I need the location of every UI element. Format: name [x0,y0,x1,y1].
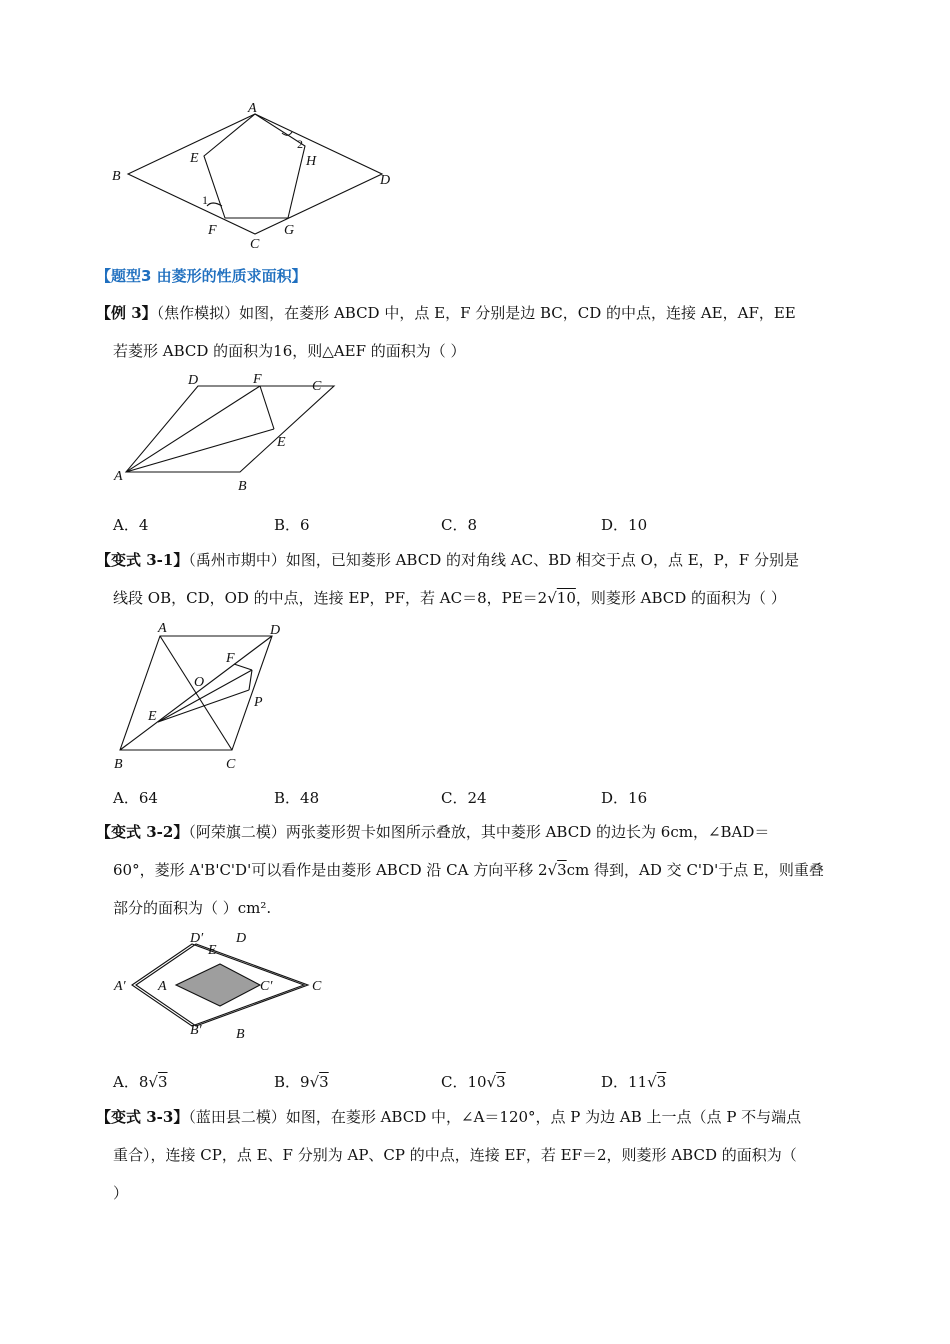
sqrt-symbol: √ [486,1073,497,1091]
label-F: F [226,651,235,666]
sqrt-symbol: √ [647,1073,657,1091]
label-A: A [248,101,257,116]
label-A-prime: A′ [114,979,126,994]
variant31-text2a: 线段 OB，CD，OD 的中点，连接 EP，PF，若 AC＝8，PE＝2 [113,589,548,607]
label-E: E [277,435,286,450]
label-B: B [238,479,247,494]
example3-figure [108,372,348,497]
example3-text1: （焦作模拟）如图，在菱形 ABCD 中，点 E，F 分别是边 BC，CD 的中点，连接 AE，AF，EE [156,304,796,322]
label-C-prime: C′ [260,979,273,994]
label-O: O [194,675,205,690]
example3-line2: 若菱形 ABCD 的面积为16，则△AEF 的面积为（ ） [113,342,466,360]
sqrt-symbol: √ [309,1073,320,1091]
example3-line1 [96,303,796,323]
variant32-line3: 部分的面积为（ ）cm². [113,899,272,917]
label-B: B [236,1027,245,1042]
variant31-option-b[interactable]: B．48 [274,789,320,807]
label-C: C [226,757,236,772]
variant33-line3: ） [113,1184,129,1202]
label-H: H [306,154,317,169]
variant32-text2a: 60°，菱形 A'B'C'D'可以看作是由菱形 ABCD 沿 CA 方向平移 2 [113,861,548,879]
example3-tag: 【例 3】 [96,304,157,322]
sqrt-symbol: √ [148,1073,158,1091]
label-G: G [284,223,295,238]
variant32-tag: 【变式 3-2】 [96,823,189,841]
label-B: B [112,169,121,184]
label-B: B [114,757,123,772]
variant31-tag: 【变式 3-1】 [96,551,189,569]
example3-option-d[interactable]: D．10 [601,516,648,534]
example3-option-a[interactable]: A．4 [113,516,149,534]
variant32-line2 [113,860,824,880]
label-C: C [312,379,322,394]
variant33-tag: 【变式 3-3】 [96,1108,189,1126]
variant33-line1 [96,1107,801,1127]
label-P: P [254,695,263,710]
label-C: C [312,979,322,994]
variant32-text1: （阿荣旗二模）两张菱形贺卡如图所示叠放，其中菱形 ABCD 的边长为 6cm，∠BAD＝ [188,823,770,841]
label-E: E [208,943,217,958]
variant33-text1: （蓝田县二模）如图，在菱形 ABCD 中，∠A＝120°，点 P 为边 AB 上一点（点 P 不与端点 [188,1108,802,1126]
variant33-line2: 重合），连接 CP，点 E、F 分别为 AP、CP 的中点，连接 EF，若 EF＝2，则菱形 ABCD 的面积为（ [113,1146,797,1164]
variant31-line2 [113,588,786,608]
label-D-prime: D′ [190,931,204,946]
label-B-prime: B′ [190,1023,202,1038]
label-D: D [188,373,199,388]
label-E: E [190,151,199,166]
variant31-option-a[interactable]: A．64 [113,789,158,807]
label-F: F [208,223,217,238]
example3-option-c[interactable]: C．8 [441,516,478,534]
label-1: 1 [202,193,208,207]
label-E: E [148,709,157,724]
variant32-option-d[interactable]: D．11√3 [601,1073,667,1091]
variant32-text2b: cm 得到，AD 交 C'D'于点 E，则重叠 [566,861,824,879]
variant31-text1: （禹州市期中）如图，已知菱形 ABCD 的对角线 AC、BD 相交于点 O，点 E，P，F 分别是 [188,551,799,569]
variant31-option-c[interactable]: C．24 [441,789,487,807]
variant32-radicand: 3 [557,861,567,879]
example3-option-b[interactable]: B．6 [274,516,310,534]
variant31-figure [108,616,298,776]
variant32-option-c[interactable]: C．10√3 [441,1073,506,1091]
variant31-option-d[interactable]: D．16 [601,789,648,807]
label-D: D [270,623,281,638]
variant31-radicand: 10 [556,589,576,607]
sqrt-symbol: √ [547,861,558,879]
variant32-option-b[interactable]: B．9√3 [274,1073,329,1091]
variant32-option-a[interactable]: A．8√3 [113,1073,168,1091]
variant32-line1 [96,822,769,842]
label-F: F [253,372,262,387]
sqrt-symbol: √ [547,589,557,607]
label-D: D [380,173,391,188]
pentagon-rhombus-figure [100,96,410,256]
label-2: 2 [297,137,303,151]
variant32-figure [108,928,338,1048]
label-D: D [236,931,247,946]
label-C: C [250,237,260,252]
variant31-line1 [96,550,799,570]
label-A: A [158,979,167,994]
label-A: A [114,469,123,484]
label-A: A [158,621,167,636]
variant31-text2b: ，则菱形 ABCD 的面积为（ ） [575,589,786,607]
section-heading: 【题型3 由菱形的性质求面积】 [96,267,307,285]
